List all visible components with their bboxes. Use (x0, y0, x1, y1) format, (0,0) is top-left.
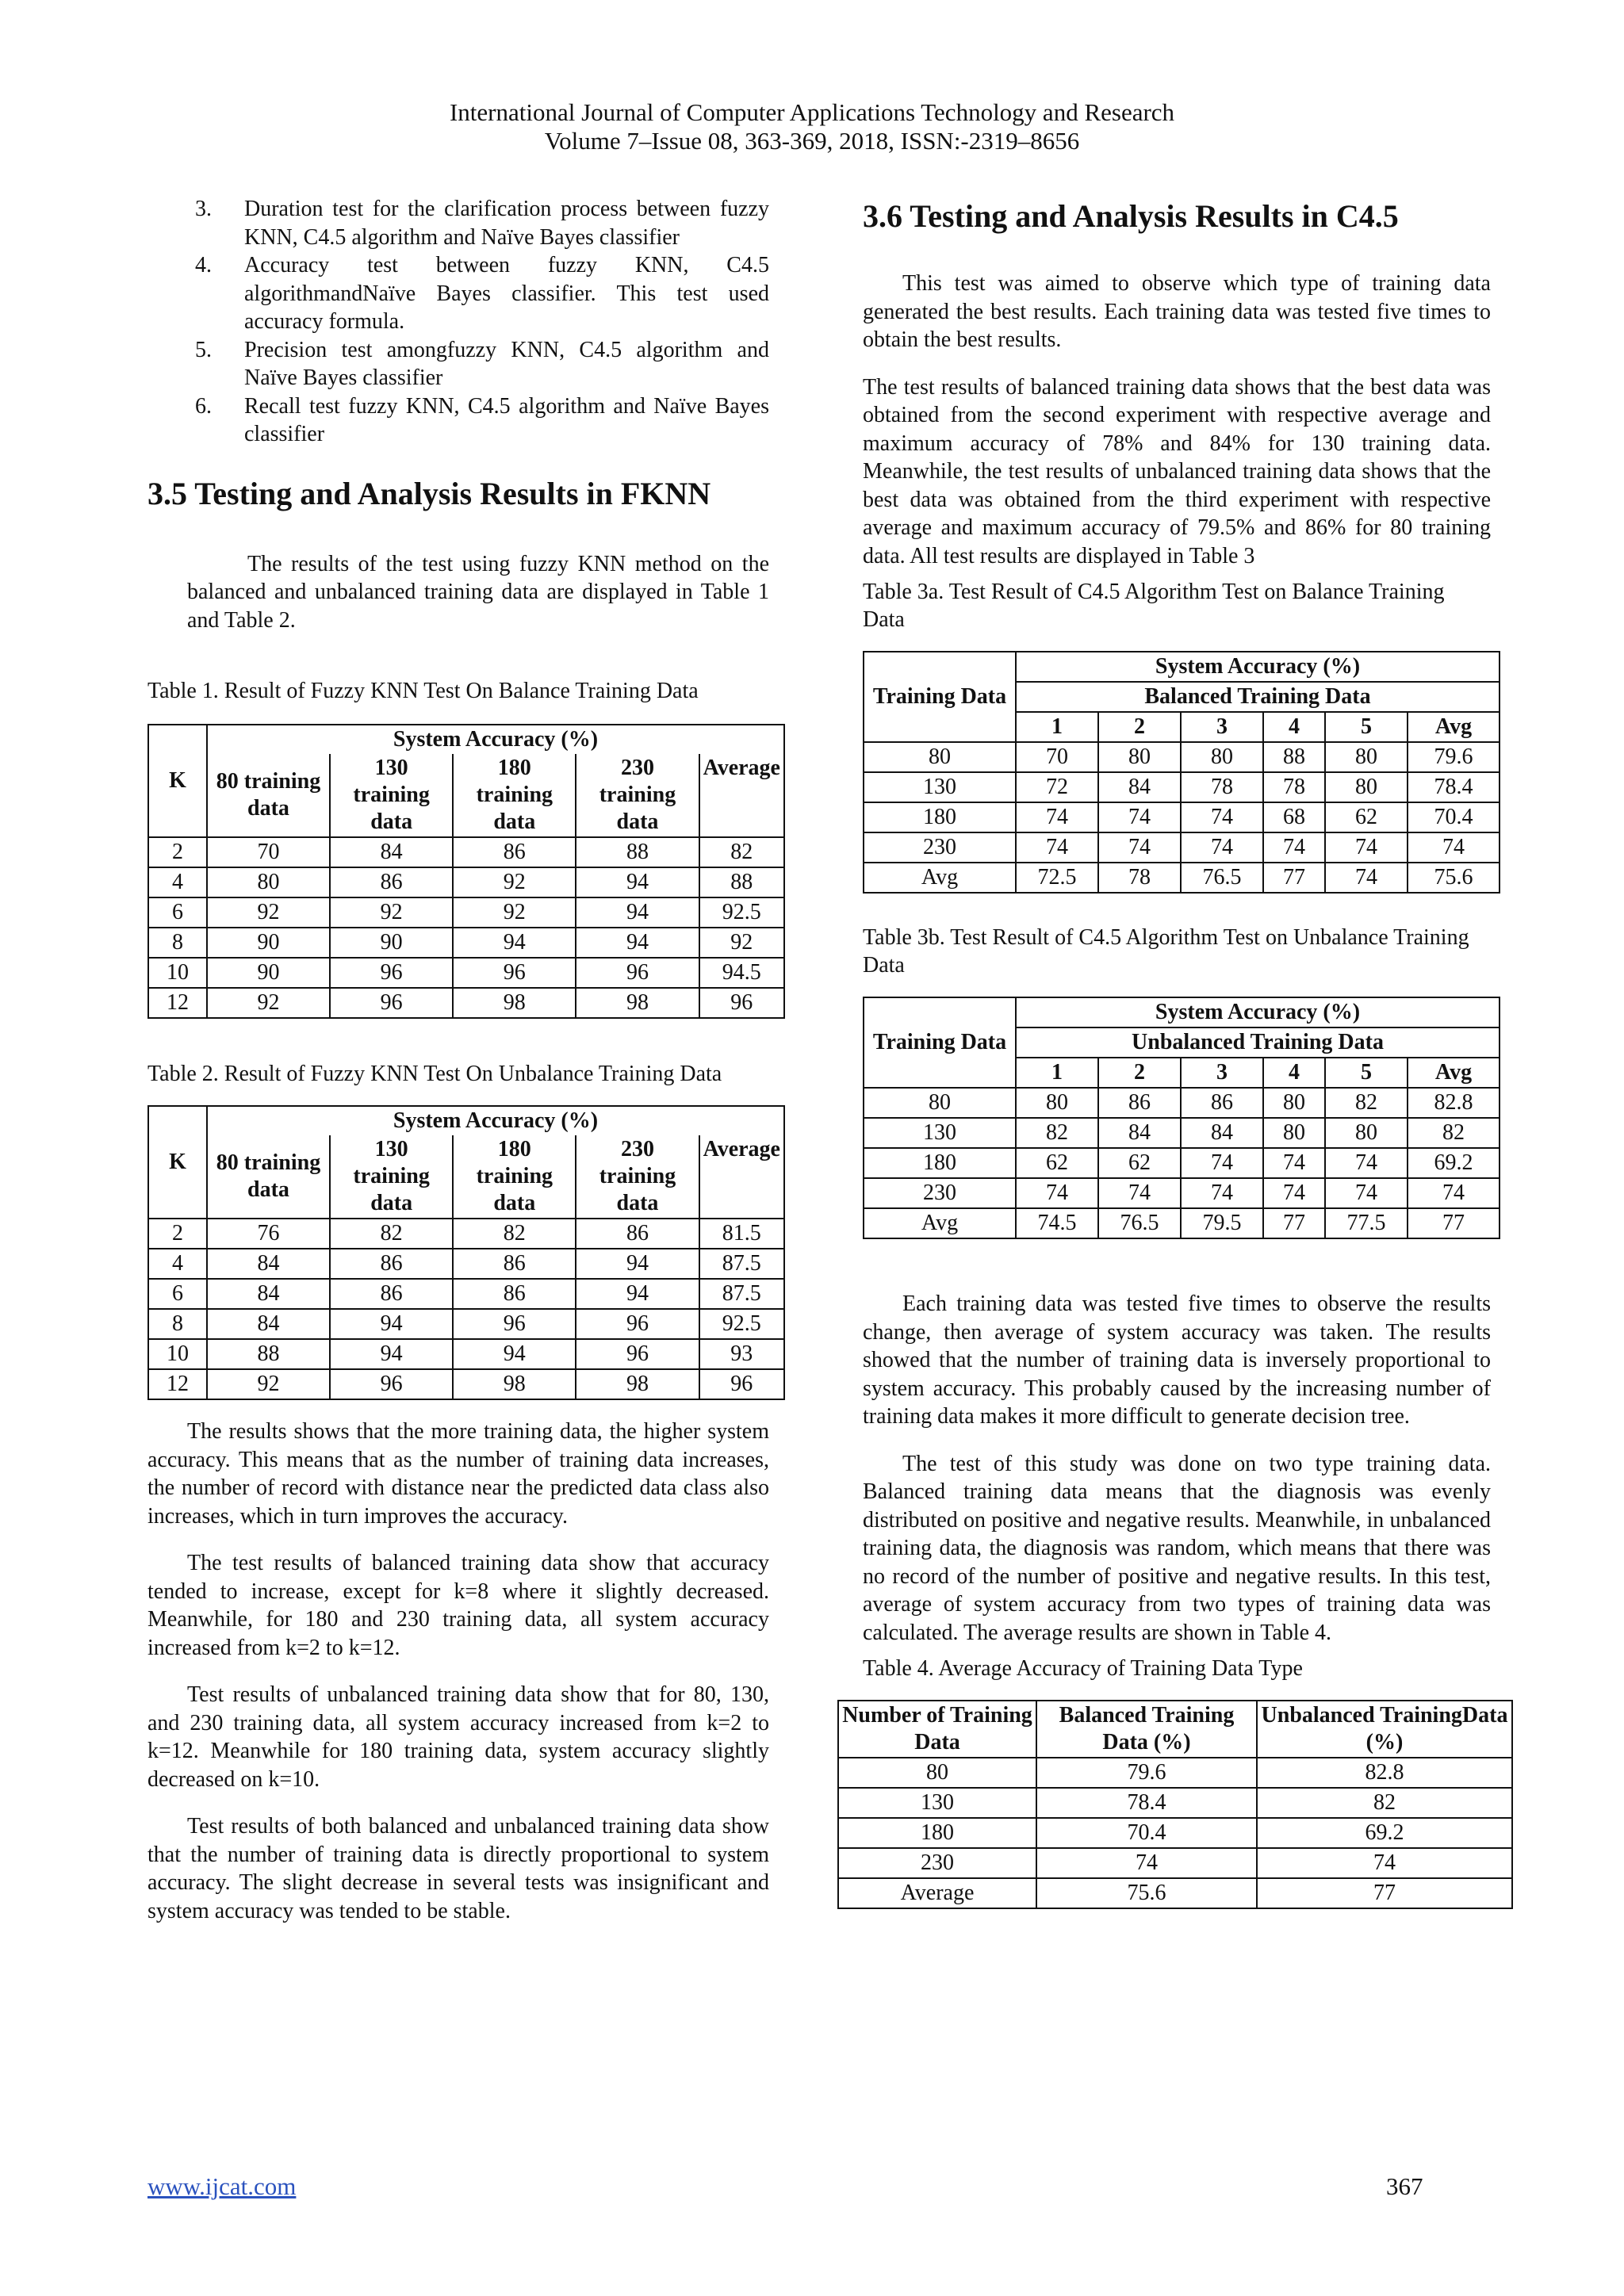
left-column (147, 195, 780, 1925)
table-header: 230 training data (576, 754, 699, 837)
table-header: Balanced Training Data (%) (1036, 1701, 1257, 1758)
table3a (863, 651, 1500, 894)
table-header: 2 (1098, 712, 1181, 742)
table1 (147, 724, 785, 1019)
table-header: System Accuracy (%) (207, 1106, 784, 1135)
table-row: 130 72 84 78 78 80 78.4 (864, 772, 1500, 802)
table-header: Average (699, 1135, 784, 1219)
table-row: 4 84 86 86 94 87.5 (148, 1249, 784, 1279)
table3a-caption: Table 3a. Test Result of C4.5 Algorithm Test on Balance Training Data (863, 580, 1445, 632)
table-row: 8 84 94 96 96 92.5 (148, 1309, 784, 1339)
table-header: 1 (1016, 1058, 1098, 1088)
table-header: 5 (1325, 712, 1408, 742)
table-row: 10 88 94 94 96 93 (148, 1339, 784, 1369)
table-header: 4 (1263, 1058, 1325, 1088)
table-header: 130 training data (330, 754, 453, 837)
journal-volume: Volume 7–Issue 08, 363-369, 2018, ISSN:-2319–8656 (544, 127, 1080, 155)
table-header: 3 (1181, 712, 1263, 742)
fknn-intro: The results of the test using fuzzy KNN method on the balanced and unbalanced training data are displayed in Table 1 and Table 2. (187, 551, 769, 633)
table-header: 80 training data (207, 754, 330, 837)
table-header: Unbalanced TrainingData (%) (1257, 1701, 1512, 1758)
table-row: 130 82 84 84 80 80 82 (864, 1118, 1500, 1148)
table-header: System Accuracy (%) (207, 725, 784, 754)
table-header: System Accuracy (%) (1016, 997, 1500, 1027)
table1-caption: Table 1. Result of Fuzzy KNN Test On Balance Training Data (147, 679, 699, 703)
table-header: 1 (1016, 712, 1098, 742)
table-row: 6 92 92 92 94 92.5 (148, 897, 784, 928)
table-header: K (148, 725, 207, 837)
table4-caption: Table 4. Average Accuracy of Training Data Type (863, 1656, 1303, 1681)
table3b-caption: Table 3b. Test Result of C4.5 Algorithm Test on Unbalance Training Data (863, 925, 1469, 978)
c45-intro: This test was aimed to observe which type of training data generated the best results. Each training data was tested five times to obtain the best results. (863, 271, 1491, 352)
c45-paragraph: The test results of balanced training data shows that the best data was obtained from the second experiment with respective average and maximum accuracy of 78% and 84% for 130 training data. Meanwhile, the test results of unbalanced training data shows that the best data was obtained from the third experiment with respective average and maximum accuracy of 79.5% and 86% for 80 training data. All test results are displayed in Table 3 (863, 374, 1491, 568)
table-header: 230 training data (576, 1135, 699, 1219)
table-row: 4 80 86 92 94 88 (148, 867, 784, 897)
table-row: 230 74 74 (838, 1848, 1512, 1878)
table-row: 6 84 86 86 94 87.5 (148, 1279, 784, 1309)
c45-paragraph: The test of this study was done on two type training data. Balanced training data means that the diagnosis was evenly distributed on positive and negative results. Meanwhile, in unbalanced training data, the diagnosis was random, which means that there was no record of the number of positive and negative results. In this test, average of system accuracy from two types of training data was calculated. The average results are shown in Table 4. (863, 1451, 1491, 1645)
table-header: Training Data (864, 652, 1016, 742)
table-row: 80 80 86 86 80 82 82.8 (864, 1088, 1500, 1118)
table-row: 180 62 62 74 74 74 69.2 (864, 1148, 1500, 1178)
table2-caption: Table 2. Result of Fuzzy KNN Test On Unbalance Training Data (147, 1062, 722, 1086)
fknn-paragraph: Test results of unbalanced training data show that for 80, 130, and 230 training data, all system accuracy increased from k=2 to k=12. Meanwhile for 180 training data, system accuracy slightly decreased on k=10. (147, 1682, 769, 1792)
table-header: 3 (1181, 1058, 1263, 1088)
table-header: 130 training data (330, 1135, 453, 1219)
list-number: 6. (195, 393, 212, 419)
table-row: Avg 74.5 76.5 79.5 77 77.5 77 (864, 1208, 1500, 1238)
table-row: Avg 72.5 78 76.5 77 74 75.6 (864, 863, 1500, 893)
table-row: 230 74 74 74 74 74 74 (864, 832, 1500, 863)
table-row: 2 76 82 82 86 81.5 (148, 1219, 784, 1249)
list-item (147, 195, 769, 251)
list-item (147, 392, 769, 449)
table-row: 230 74 74 74 74 74 74 (864, 1178, 1500, 1208)
list-text: Accuracy test between fuzzy KNN, C4.5 algorithmandNaïve Bayes classifier. This test used accuracy formula. (244, 253, 769, 334)
table-row: 180 74 74 74 68 62 70.4 (864, 802, 1500, 832)
fknn-paragraph: The results shows that the more training data, the higher system accuracy. This means that as the number of training data increases, the number of record with distance near the predicted data class also increases, which in turn improves the accuracy. (147, 1419, 769, 1529)
list-text: Precision test amongfuzzy KNN, C4.5 algorithm and Naïve Bayes classifier (244, 337, 769, 390)
journal-website-link[interactable]: www.ijcat.com (147, 2172, 297, 2200)
table2 (147, 1105, 785, 1400)
section-title-c45: 3.6 Testing and Analysis Results in C4.5 (863, 198, 1399, 234)
table-header: Balanced Training Data (1016, 682, 1500, 712)
list-text: Duration test for the clarification process between fuzzy KNN, C4.5 algorithm and Naïve Bayes classifier (244, 197, 769, 250)
table-row: 2 70 84 86 88 82 (148, 837, 784, 867)
list-text: Recall test fuzzy KNN, C4.5 algorithm and Naïve Bayes classifier (244, 393, 769, 446)
table-header: Training Data (864, 997, 1016, 1088)
table-row: Average 75.6 77 (838, 1878, 1512, 1908)
table-row: 180 70.4 69.2 (838, 1818, 1512, 1848)
table-header: System Accuracy (%) (1016, 652, 1500, 682)
list-number: 3. (195, 197, 212, 221)
table-row: 80 79.6 82.8 (838, 1758, 1512, 1788)
journal-header (0, 98, 1624, 155)
table-header: Number of Training Data (838, 1701, 1036, 1758)
table-header: K (148, 1106, 207, 1219)
table3b (863, 997, 1500, 1239)
right-column (842, 195, 1508, 1909)
table-row: 8 90 90 94 94 92 (148, 928, 784, 958)
c45-paragraph: Each training data was tested five times to observe the results change, then average of system accuracy was taken. The results showed that the number of training data is inversely proportional to system accuracy. This probably caused by the increasing number of training data makes it more difficult to generate decision tree. (863, 1292, 1491, 1429)
table-row: 12 92 96 98 98 96 (148, 988, 784, 1018)
table-row: 12 92 96 98 98 96 (148, 1369, 784, 1399)
table-header: Avg (1408, 1058, 1500, 1088)
table-row: 10 90 96 96 96 94.5 (148, 958, 784, 988)
fknn-paragraph: The test results of balanced training data show that accuracy tended to increase, except for k=8 where it slightly decreased. Meanwhile, for 180 and 230 training data, all system accuracy increased from k=2 to k=12. (147, 1551, 769, 1660)
table-header: Average (699, 754, 784, 837)
list-item (147, 251, 769, 336)
table-header: 80 training data (207, 1135, 330, 1219)
table-header: 180 training data (453, 754, 576, 837)
fknn-paragraph: Test results of both balanced and unbalanced training data show that the number of training data is directly proportional to system accuracy. The slight decrease in several tests was insignificant and system accuracy was tended to be stable. (147, 1814, 769, 1923)
table-header: 5 (1325, 1058, 1408, 1088)
list-item (147, 336, 769, 392)
table-header: 4 (1263, 712, 1325, 742)
table4 (837, 1700, 1513, 1909)
table-header: 180 training data (453, 1135, 576, 1219)
page-number: 367 (1386, 2172, 1423, 2200)
list-number: 5. (195, 337, 212, 362)
table-header: Avg (1408, 712, 1500, 742)
test-list (147, 195, 769, 449)
table-header: 2 (1098, 1058, 1181, 1088)
table-row: 130 78.4 82 (838, 1788, 1512, 1818)
table-header: Unbalanced Training Data (1016, 1027, 1500, 1058)
section-title-fknn: 3.5 Testing and Analysis Results in FKNN (147, 475, 711, 511)
table-row: 80 70 80 80 88 80 79.6 (864, 742, 1500, 772)
list-number: 4. (195, 253, 212, 277)
journal-title: International Journal of Computer Applications Technology and Research (449, 98, 1175, 126)
